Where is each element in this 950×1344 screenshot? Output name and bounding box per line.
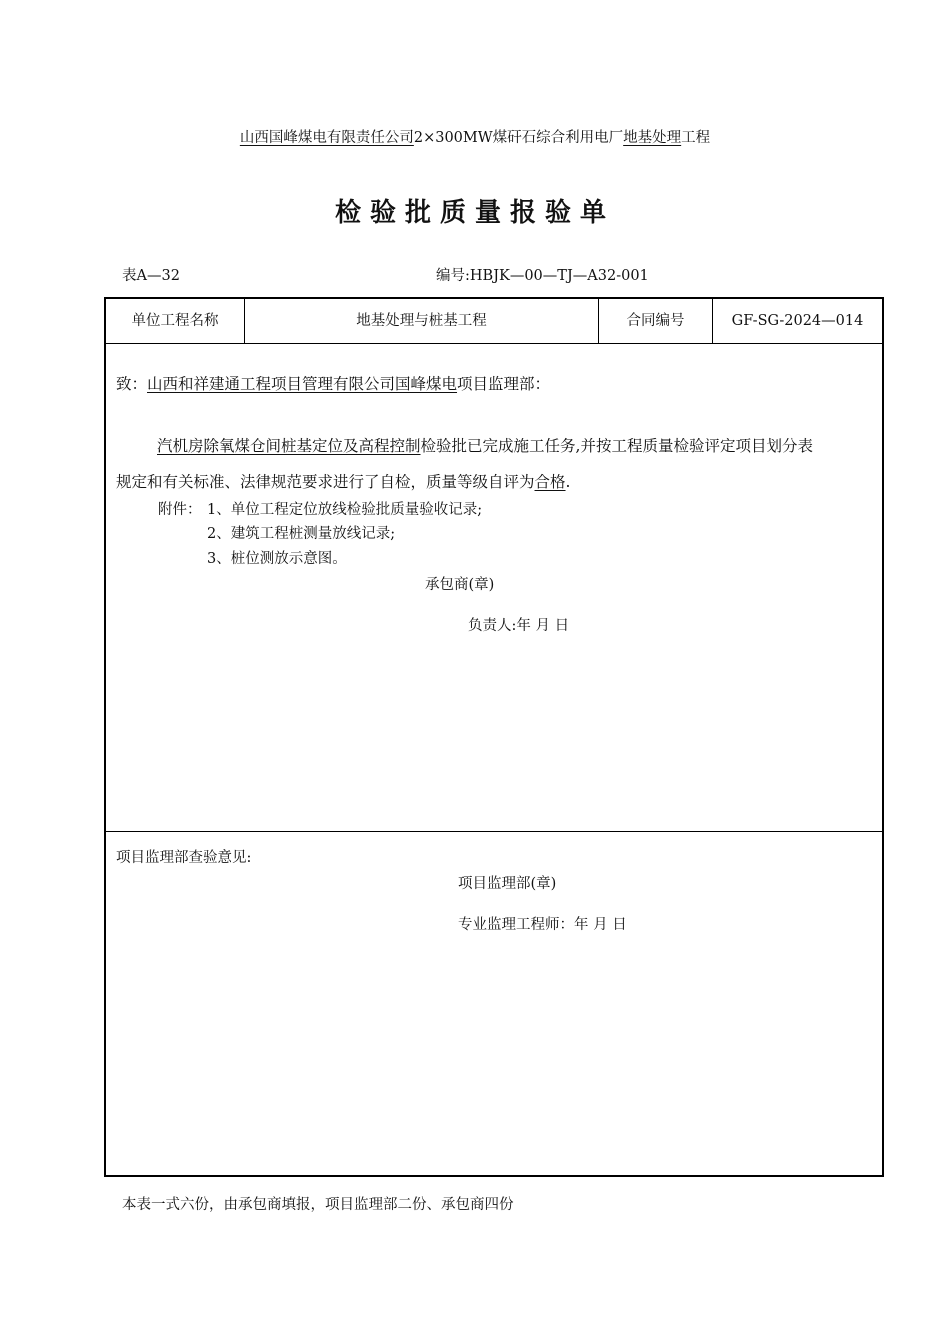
quality-grade: 合格 [534, 473, 566, 491]
info-row [106, 299, 882, 344]
attachment-item-1: 1、单位工程定位放线检验批质量验收记录; [207, 502, 483, 518]
serial-number [436, 264, 649, 285]
project-underlined: 地基处理 [623, 130, 682, 146]
to-org: 山西和祥建通工程项目管理有限公司国峰煤电 [147, 375, 458, 393]
review-section [106, 832, 882, 1175]
addressee-line [116, 372, 550, 394]
page-title: 检验批质量报验单 [334, 198, 615, 228]
serial-value: HBJK—00—TJ—A32-001 [469, 268, 649, 284]
review-opinion-label: 项目监理部查验意见: [116, 850, 252, 866]
contract-label: 合同编号 [599, 299, 713, 343]
contractor-seal: 承包商(章) [425, 577, 495, 593]
project-suffix: 工程 [681, 130, 711, 146]
to-prefix: 致： [116, 375, 148, 393]
project-middle: 2×300MW煤矸石综合利用电厂 [413, 130, 624, 146]
company-name: 山西国峰煤电有限责任公司 [239, 130, 414, 146]
project-title [0, 126, 950, 147]
form-number: 表A—32 [122, 268, 180, 284]
body-text-1: 检验批已完成施工任务,并按工程质量检验评定项目划分表 [420, 437, 813, 455]
submission-section [106, 344, 882, 832]
batch-name: 汽机房除氧煤仓间桩基定位及高程控制 [157, 437, 421, 455]
unit-name-label: 单位工程名称 [106, 299, 245, 343]
serial-label: 编号: [436, 268, 470, 284]
attachment-item-3: 3、桩位测放示意图。 [207, 551, 347, 567]
body-line-1 [157, 434, 813, 456]
report-form [104, 297, 884, 1177]
responsible-signature: 负责人:年 月 日 [468, 618, 570, 634]
attachments-label: 附件： [158, 502, 202, 518]
contract-value: GF-SG-2024—014 [731, 313, 864, 329]
engineer-signature: 专业监理工程师：年 月 日 [458, 917, 627, 933]
unit-name-value: 地基处理与桩基工程 [245, 299, 599, 343]
body-text-2-end: . [565, 473, 571, 491]
attachment-item-2: 2、建筑工程桩测量放线记录; [207, 526, 396, 542]
body-text-2: 规定和有关标准、法律规范要求进行了自检，质量等级自评为 [116, 473, 535, 491]
body-line-2 [116, 470, 570, 492]
footer-note: 本表一式六份，由承包商填报，项目监理部二份、承包商四份 [122, 1197, 514, 1213]
to-suffix: 项目监理部： [457, 375, 551, 393]
supervision-seal: 项目监理部(章) [458, 876, 557, 892]
